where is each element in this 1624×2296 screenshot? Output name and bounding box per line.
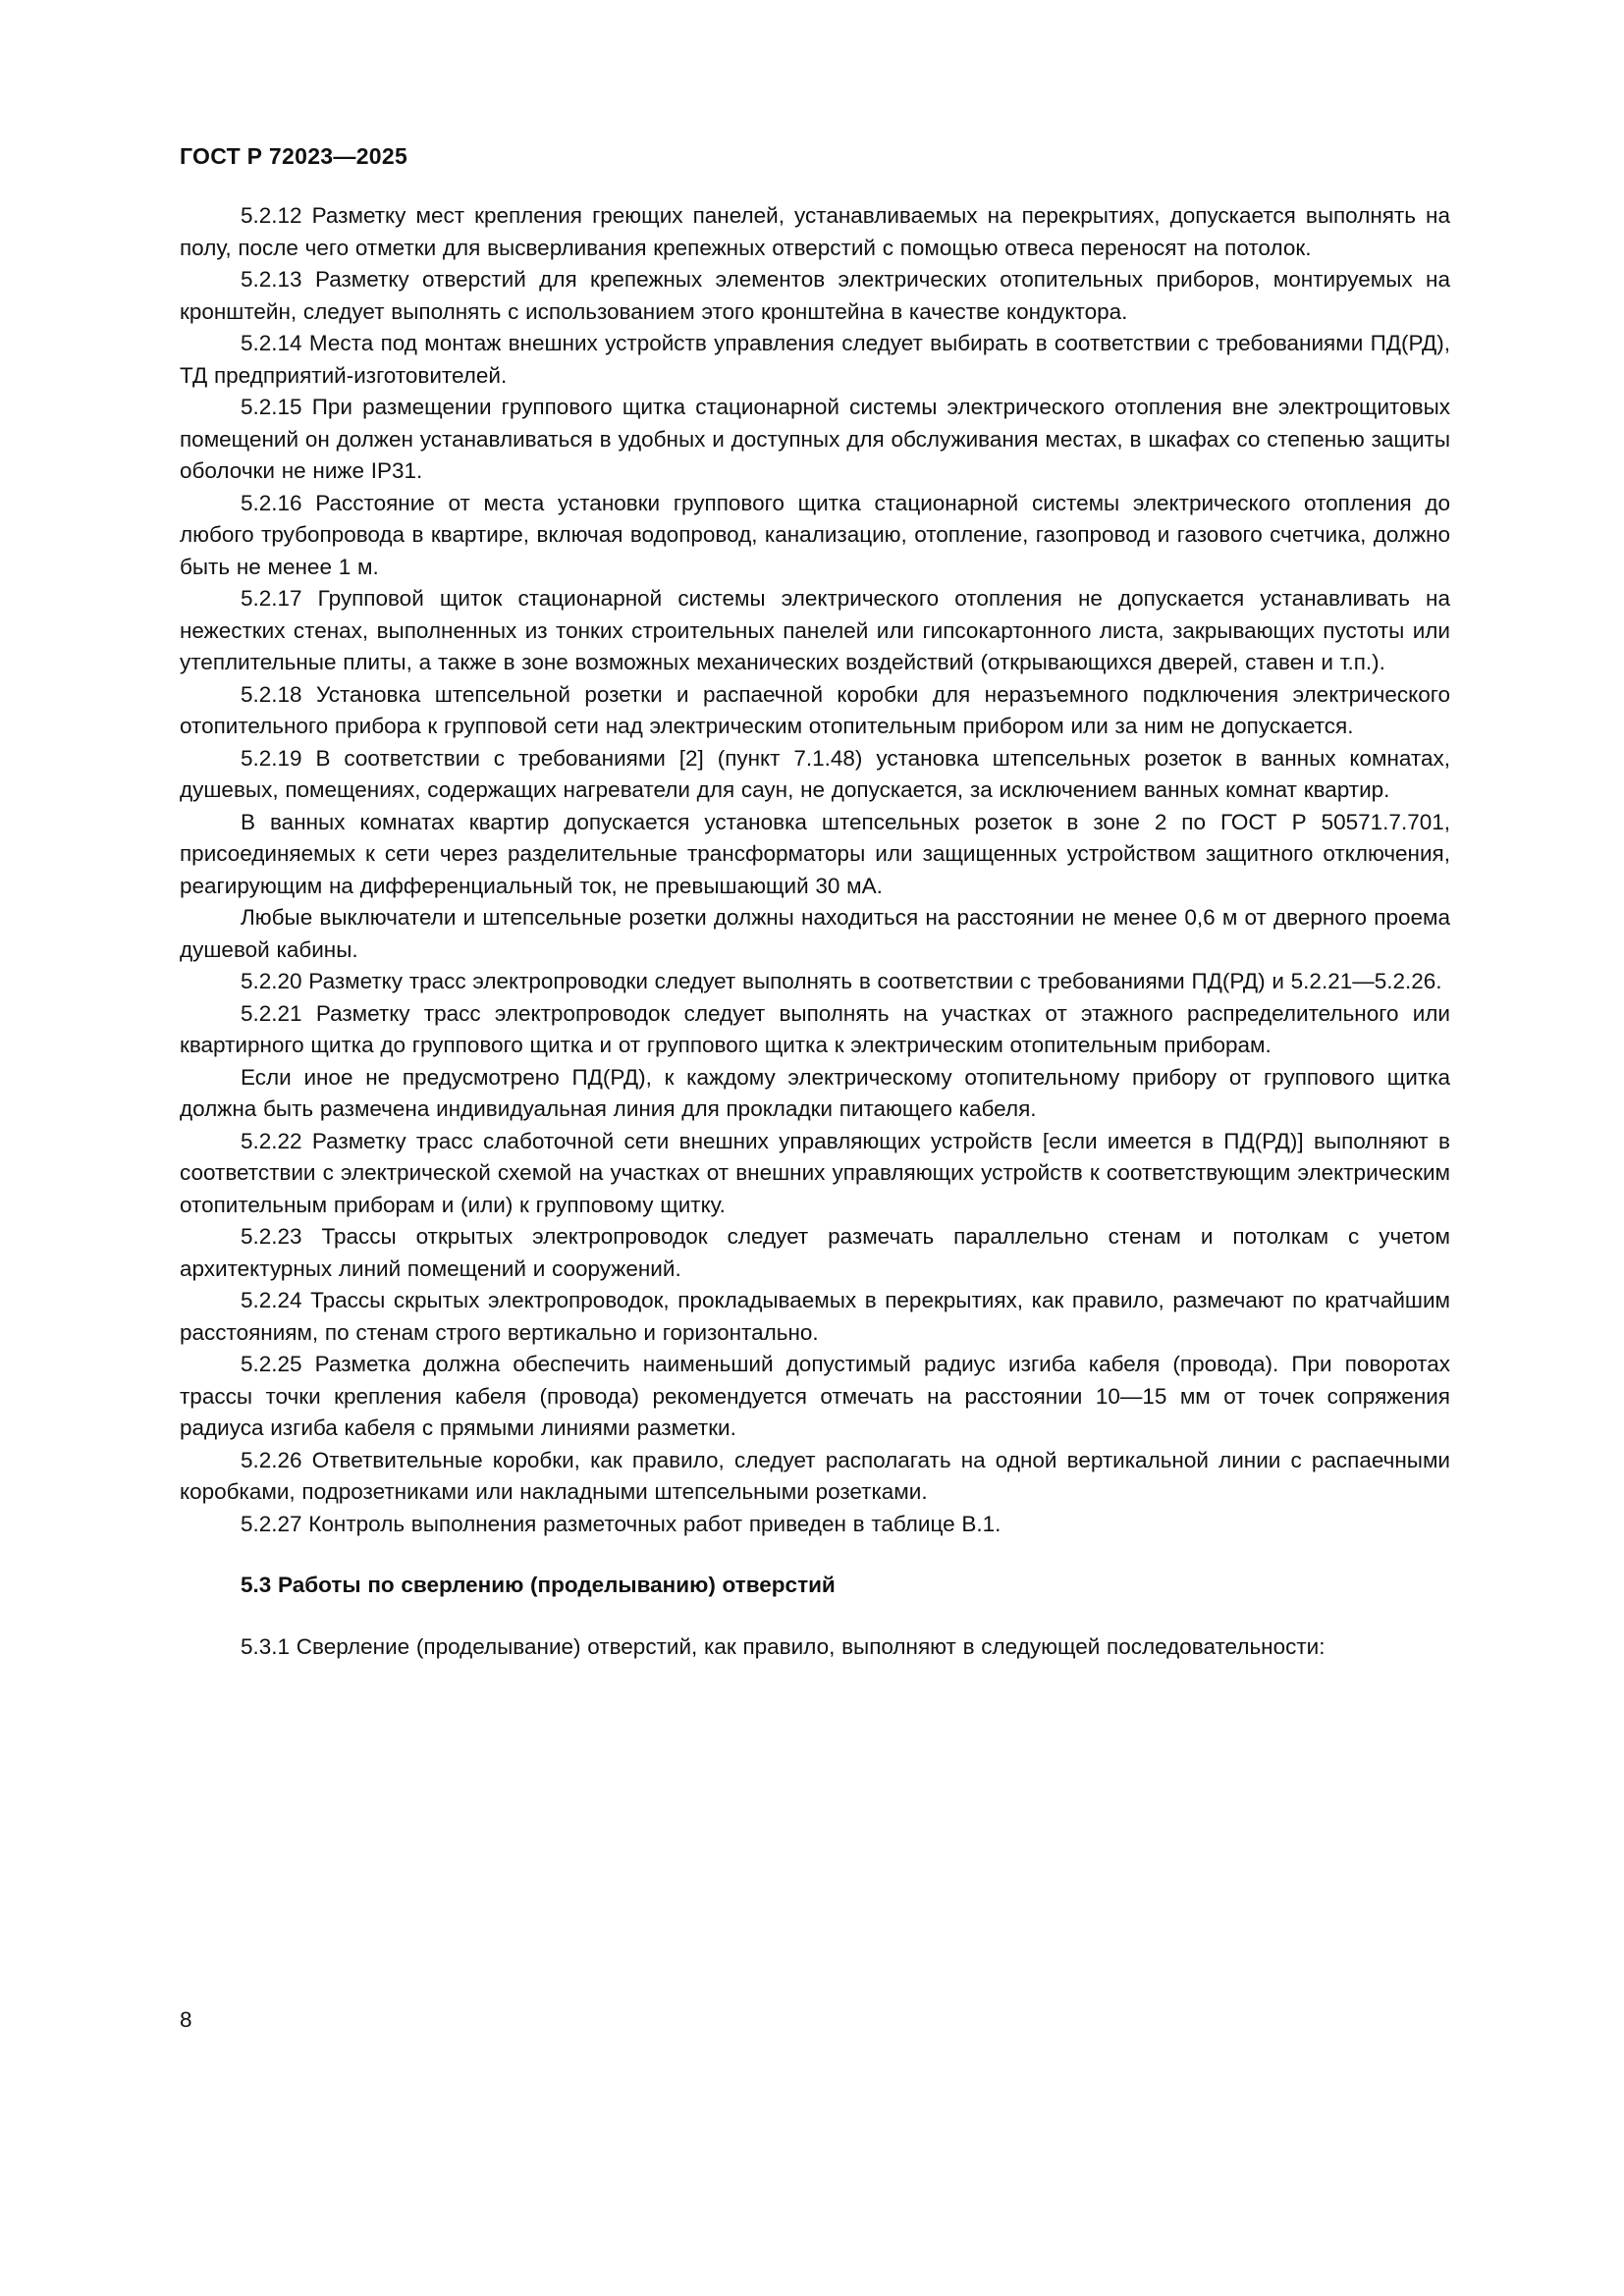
paragraph: 5.2.22 Разметку трасс слаботочной сети внешних управляющих устройств [если имеется в ПД(РД)] выполняют в соответствии с электрической схемой на участках от внешних управляющих устройств к соответствующим электрическим отопительным приборам и (или) к групповому щитку.	[180, 1128, 1450, 1217]
page-number: 8	[180, 2007, 192, 2032]
paragraph: 5.2.26 Ответвительные коробки, как правило, следует располагать на одной вертикальной линии с распаечными коробками, подрозетниками или накладными штепсельными розетками.	[180, 1447, 1450, 1504]
paragraph: 5.2.25 Разметка должна обеспечить наименьший допустимый радиус изгиба кабеля (провода). При поворотах трассы точки крепления кабеля (провода) рекомендуется отмечать на расстоянии 10—15 мм от точек сопряжения радиуса изгиба кабеля с прямыми линиями разметки.	[180, 1352, 1450, 1440]
paragraph: 5.2.19 В соответствии с требованиями [2] (пункт 7.1.48) установка штепсельных розеток в ванных комнатах, душевых, помещениях, содержащих нагреватели для саун, не допускается, за исключением ванных комнат квартир.	[180, 745, 1450, 802]
paragraph: 5.2.24 Трассы скрытых электропроводок, прокладываемых в перекрытиях, как правило, размечают по кратчайшим расстояниям, по стенам строго вертикально и горизонтально.	[180, 1288, 1450, 1345]
paragraph: 5.2.21 Разметку трасс электропроводок следует выполнять на участках от этажного распределительного или квартирного щитка до группового щитка и от группового щитка к электрическим отопительным приборам.	[180, 1000, 1450, 1057]
paragraph: Любые выключатели и штепсельные розетки должны находиться на расстоянии не менее 0,6 м от дверного проема душевой кабины.	[180, 905, 1450, 962]
section-heading: 5.3 Работы по сверлению (проделыванию) отверстий	[241, 1573, 836, 1597]
paragraph: 5.2.18 Установка штепсельной розетки и распаечной коробки для неразъемного подключения электрического отопительного прибора к групповой сети над электрическим отопительным прибором или за ним не допускается.	[180, 681, 1450, 738]
paragraph: 5.2.20 Разметку трасс электропроводки следует выполнять в соответствии с требованиями ПД(РД) и 5.2.21—5.2.26.	[241, 969, 1442, 993]
paragraph: 5.2.27 Контроль выполнения разметочных работ приведен в таблице В.1.	[241, 1511, 1001, 1536]
paragraph: 5.2.23 Трассы открытых электропроводок следует размечать параллельно стенам и потолкам с учетом архитектурных линий помещений и сооружений.	[180, 1224, 1450, 1281]
paragraph: 5.2.16 Расстояние от места установки группового щитка стационарной системы электрического отопления до любого трубопровода в квартире, включая водопровод, канализацию, отопление, газопровод и газового счетчика, должно быть не менее 1 м.	[180, 490, 1450, 579]
paragraph: 5.2.12 Разметку мест крепления греющих панелей, устанавливаемых на перекрытиях, допускается выполнять на полу, после чего отметки для высверливания крепежных отверстий с помощью отвеса переносят на потолок.	[180, 203, 1450, 260]
document-body	[180, 200, 1450, 1663]
paragraph: Если иное не предусмотрено ПД(РД), к каждому электрическому отопительному прибору от группового щитка должна быть размечена индивидуальная линия для прокладки питающего кабеля.	[180, 1064, 1450, 1121]
paragraph: 5.2.13 Разметку отверстий для крепежных элементов электрических отопительных приборов, монтируемых на кронштейн, следует выполнять с использованием этого кронштейна в качестве кондуктора.	[180, 267, 1450, 324]
paragraph: 5.3.1 Сверление (проделывание) отверстий, как правило, выполняют в следующей последовательности:	[241, 1633, 1326, 1659]
paragraph: 5.2.14 Места под монтаж внешних устройств управления следует выбирать в соответствии с требованиями ПД(РД), ТД предприятий-изготовителей.	[180, 331, 1450, 388]
paragraph: 5.2.17 Групповой щиток стационарной системы электрического отопления не допускается устанавливать на нежестких стенах, выполненных из тонких строительных панелей или гипсокартонного листа, закрывающих пустоты или утеплительные плиты, а также в зоне возможных механических воздействий (открывающихся дверей, ставен и т.п.).	[180, 586, 1450, 674]
paragraph: В ванных комнатах квартир допускается установка штепсельных розеток в зоне 2 по ГОСТ Р 50571.7.701, присоединяемых к сети через разделительные трансформаторы или защищенных устройством защитного отключения, реагирующим на дифференциальный ток, не превышающий 30 мА.	[180, 809, 1450, 898]
paragraph: 5.2.15 При размещении группового щитка стационарной системы электрического отопления вне электрощитовых помещений он должен устанавливаться в удобных и доступных для обслуживания местах, в шкафах со степенью защиты оболочки не ниже IP31.	[180, 395, 1450, 483]
document-code-header: ГОСТ Р 72023—2025	[180, 143, 408, 169]
